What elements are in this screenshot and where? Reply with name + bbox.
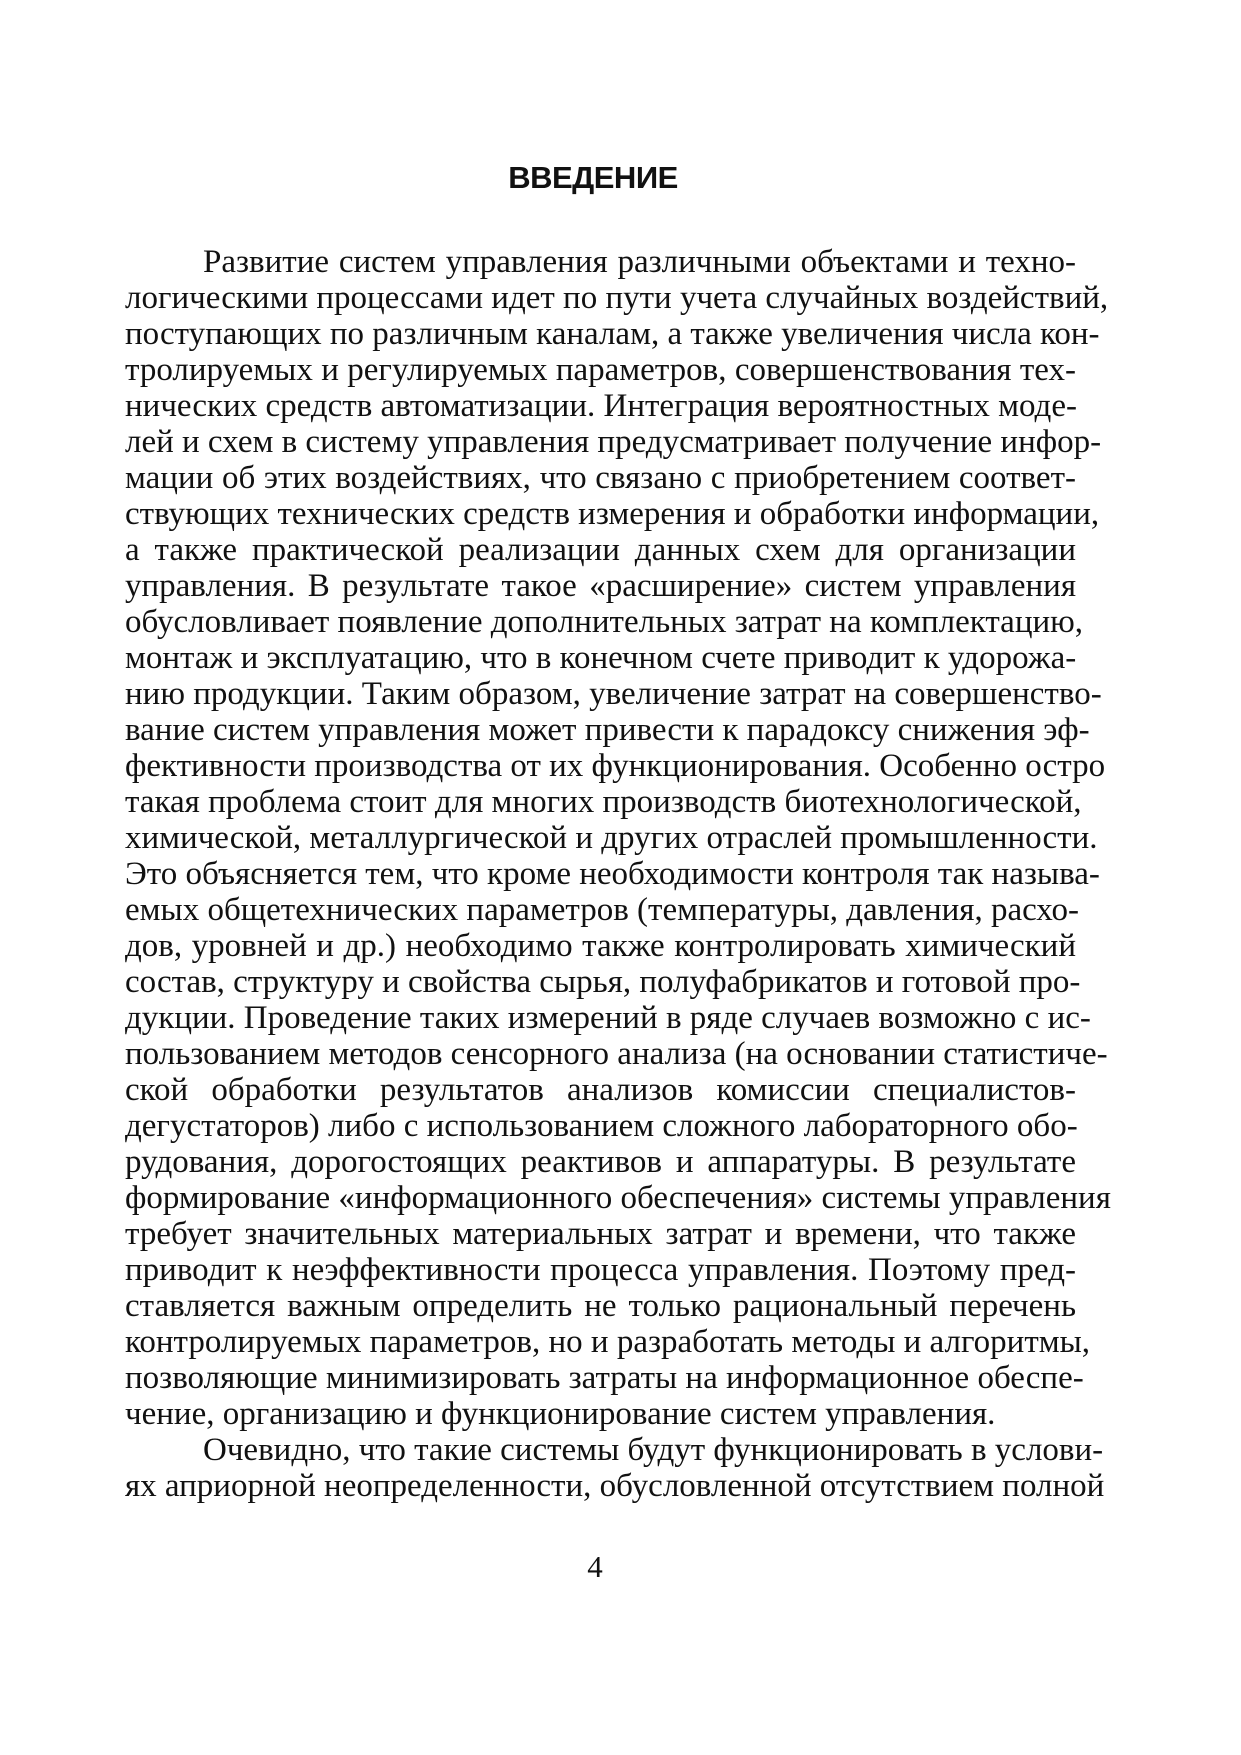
text-line: емых общетехнических параметров (температуры, давления, расхо- — [125, 892, 1080, 928]
text-line: ствующих технических средств измерения и обработки информации, — [125, 496, 1100, 532]
text-line: химической, металлургической и других отраслей промышленности. — [125, 820, 1098, 856]
text-line: чение, организацию и функционирование систем управления. — [125, 1396, 996, 1432]
text-line: мации об этих воздействиях, что связано с приобретением соответ- — [125, 460, 1076, 496]
text-line: тролируемых и регулируемых параметров, совершенствования тех- — [125, 352, 1076, 388]
text-line: вание систем управления может привести к парадоксу снижения эф- — [125, 712, 1090, 748]
text-line: формирование «информационного обеспечения» системы управления — [125, 1180, 1111, 1216]
text-line: Очевидно, что такие системы будут функционировать в услови- — [203, 1432, 1104, 1468]
text-line: а также практической реализации данных схем для организации — [125, 532, 1076, 568]
text-line: требует значительных материальных затрат и времени, что также — [125, 1216, 1076, 1252]
text-line: ставляется важным определить не только рациональный перечень — [125, 1288, 1076, 1324]
text-line: фективности производства от их функционирования. Особенно остро — [125, 748, 1106, 784]
text-line: поступающих по различным каналам, а также увеличения числа кон- — [125, 316, 1100, 352]
text-line: лей и схем в систему управления предусматривает получение инфор- — [125, 424, 1102, 460]
text-line: приводит к неэффективности процесса управления. Поэтому пред- — [125, 1252, 1076, 1288]
text-line: логическими процессами идет по пути учета случайных воздействий, — [125, 280, 1109, 316]
text-line: управления. В результате такое «расширение» систем управления — [125, 568, 1076, 604]
text-line: дукции. Проведение таких измерений в ряде случаев возможно с ис- — [125, 1000, 1091, 1036]
text-line: Это объясняется тем, что кроме необходимости контроля так называ- — [125, 856, 1100, 892]
text-line: ской обработки результатов анализов комиссии специалистов- — [125, 1072, 1076, 1108]
page-number: 4 — [587, 1549, 603, 1584]
text-line: монтаж и эксплуатацию, что в конечном счете приводит к удорожа- — [125, 640, 1077, 676]
text-line: контролируемых параметров, но и разработать методы и алгоритмы, — [125, 1324, 1091, 1360]
text-line: обусловливает появление дополнительных затрат на комплектацию, — [125, 604, 1084, 640]
text-line: нию продукции. Таким образом, увеличение затрат на совершенство- — [125, 676, 1102, 712]
body-text — [125, 244, 1111, 1504]
text-line: пользованием методов сенсорного анализа (на основании статистиче- — [125, 1036, 1108, 1072]
text-line: дегустаторов) либо с использованием сложного лабораторного обо- — [125, 1108, 1078, 1144]
text-line: ях априорной неопределенности, обусловленной отсутствием полной — [125, 1468, 1105, 1504]
page-title: ВВЕДЕНИЕ — [508, 160, 678, 195]
text-line: Развитие систем управления различными объектами и техно- — [203, 244, 1076, 280]
text-line: такая проблема стоит для многих производств биотехнологической, — [125, 784, 1082, 820]
text-line: дов, уровней и др.) необходимо также контролировать химический — [125, 928, 1076, 964]
text-line: позволяющие минимизировать затраты на информационное обеспе- — [125, 1360, 1084, 1396]
text-line: рудования, дорогостоящих реактивов и аппаратуры. В результате — [125, 1144, 1076, 1180]
text-line: нических средств автоматизации. Интеграция вероятностных моде- — [125, 388, 1077, 424]
text-line: состав, структуру и свойства сырья, полуфабрикатов и готовой про- — [125, 964, 1081, 1000]
